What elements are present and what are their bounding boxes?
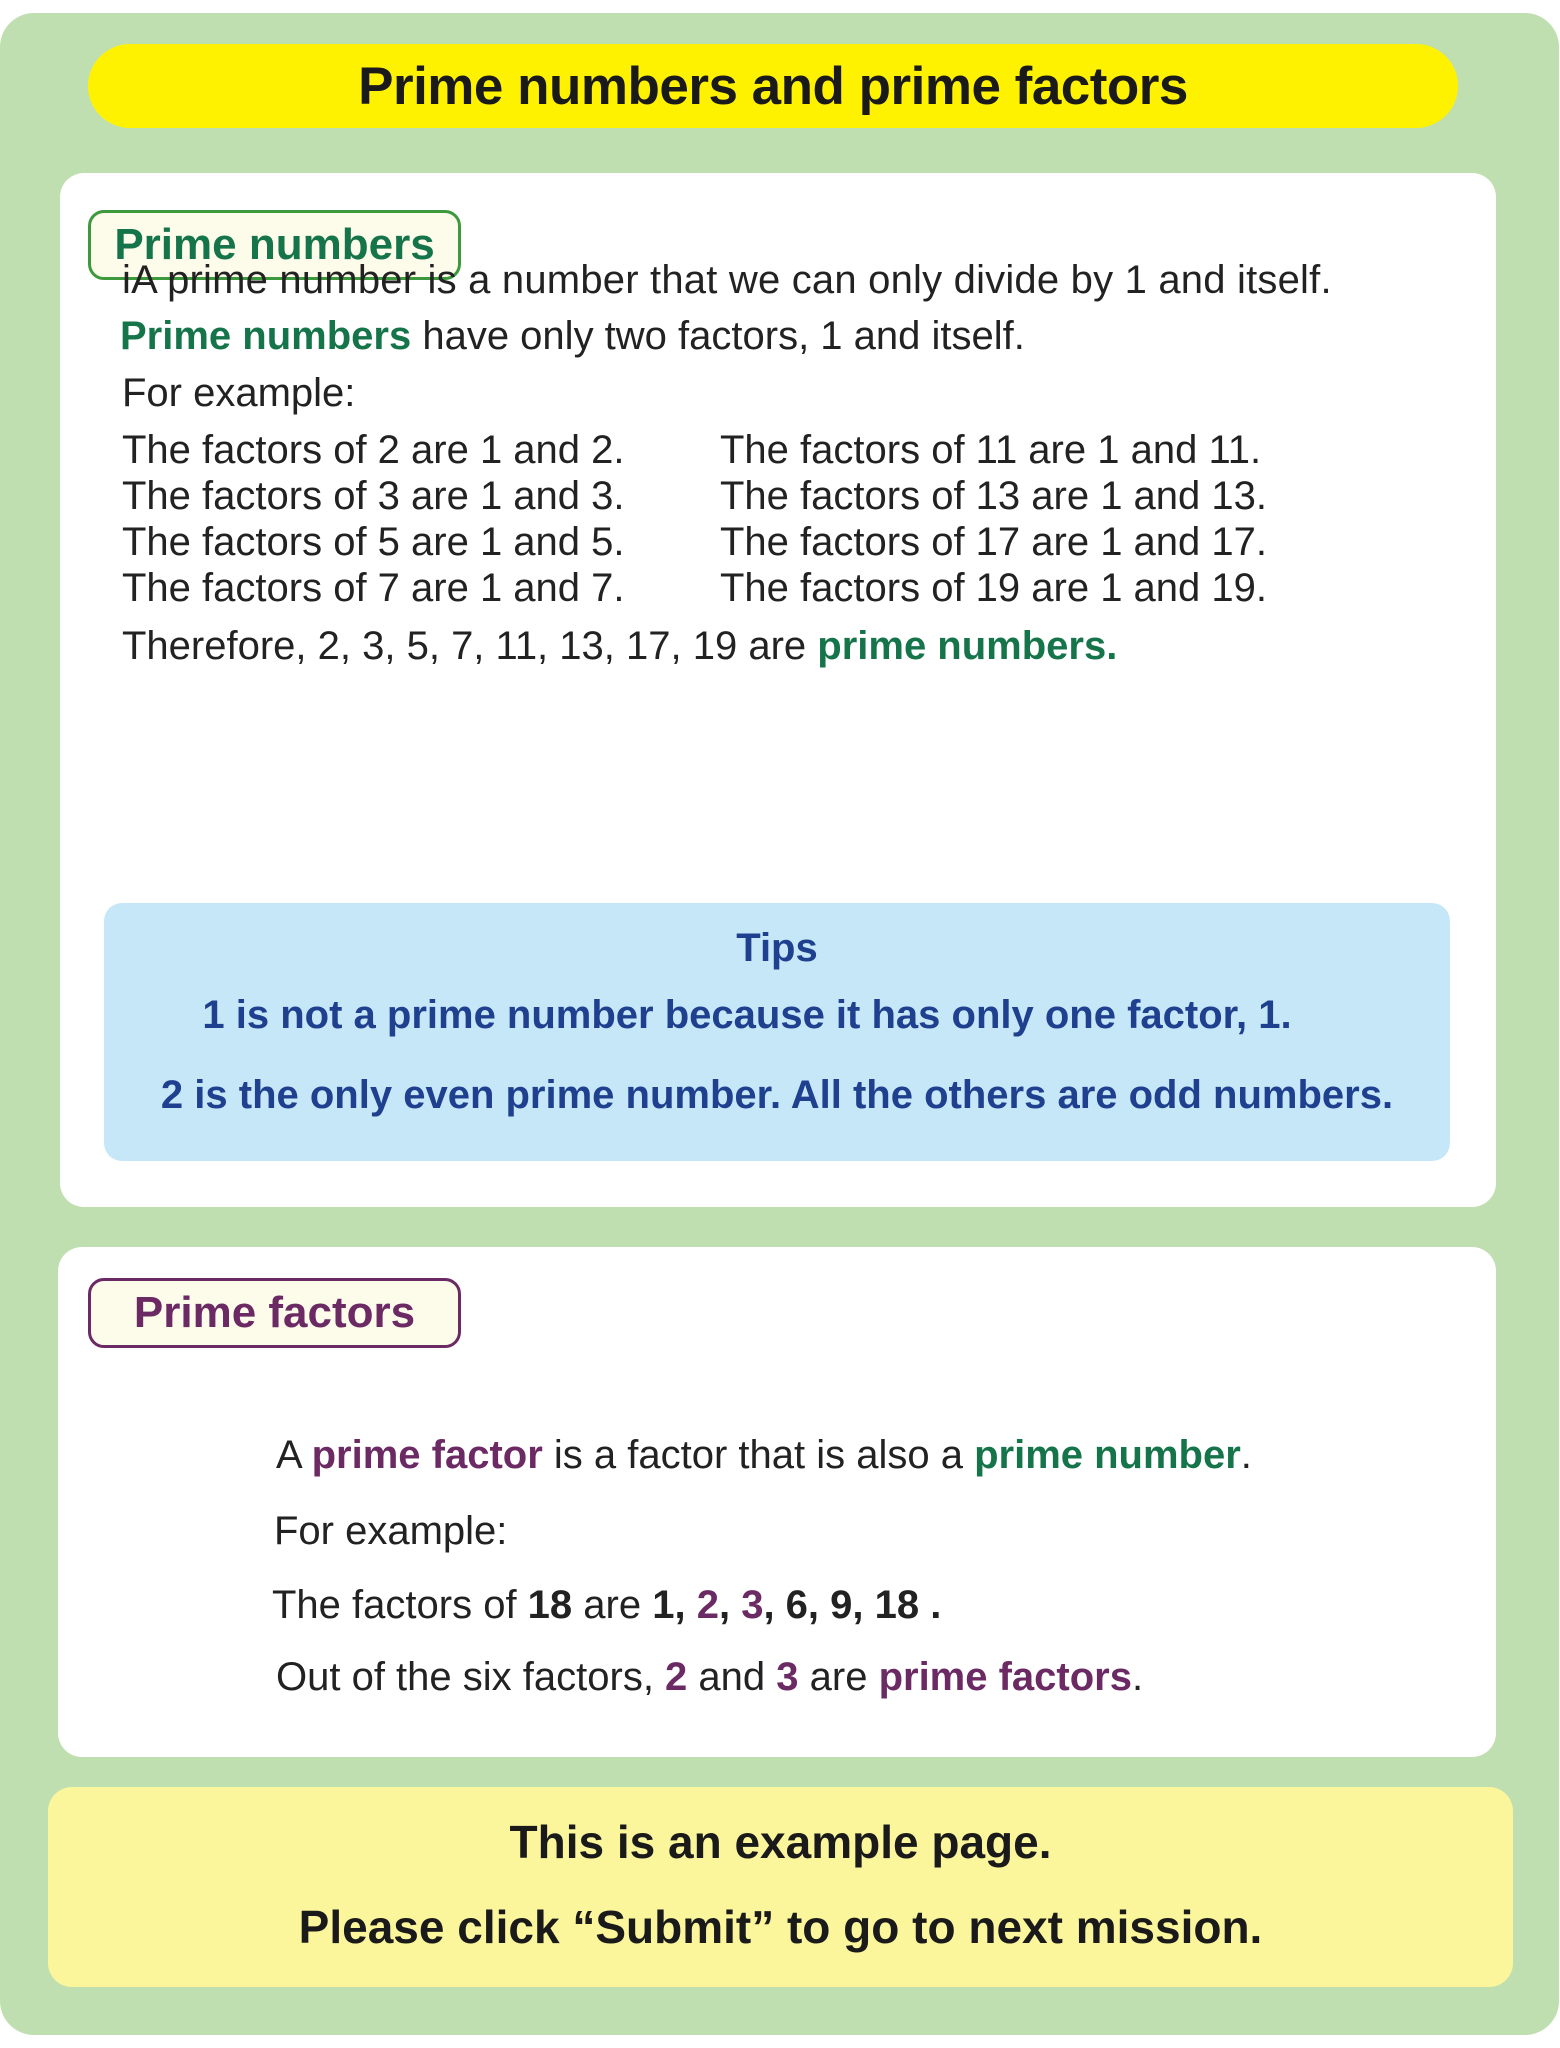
conclusion-are: are: [798, 1655, 879, 1699]
factor-row: The factors of 11 are 1 and 11.: [720, 428, 1262, 472]
tip-two: 2 is the only even prime number. All the others are odd numbers.: [160, 1073, 1394, 1117]
factors-of-18-line: [272, 1585, 941, 1625]
factor-row: The factors of 2 are 1 and 2.: [122, 428, 625, 472]
tip-one: 1 is not a prime number because it has only one factor, 1.: [202, 993, 1292, 1037]
instruction-line-2: Please click “Submit” to go to next mission.: [298, 1901, 1263, 1953]
prime-factor-2: 2: [665, 1655, 688, 1699]
therefore-line: [122, 626, 1117, 666]
prime-definition: iA prime number is a number that we can only divide by 1 and itself.: [122, 258, 1332, 302]
factor-row: The factors of 5 are 1 and 5.: [122, 520, 625, 564]
definition-text: A: [276, 1433, 312, 1477]
prime-factors-card: [58, 1247, 1496, 1757]
factor-row: The factors of 7 are 1 and 7.: [122, 566, 625, 610]
factor-separator: ,: [718, 1583, 742, 1627]
definition-text: .: [1240, 1433, 1252, 1477]
conclusion-end: .: [1131, 1655, 1144, 1699]
for-example-label: For example:: [122, 371, 356, 415]
conclusion-line: [276, 1657, 1143, 1697]
two-factors-line: [120, 316, 1025, 356]
factor-row: The factors of 17 are 1 and 17.: [720, 520, 1268, 564]
prime-factor-term: prime factor: [311, 1433, 543, 1477]
factor-2: 2: [696, 1583, 719, 1627]
prime-factors-term: prime factors: [878, 1655, 1132, 1699]
prime-numbers-tag: Prime numbers: [88, 210, 461, 280]
factor-row: The factors of 13 are 1 and 13.: [720, 474, 1268, 518]
number-18: 18: [527, 1583, 573, 1627]
conclusion-lead: Out of the six factors,: [276, 1655, 666, 1699]
factor-rest: , 6, 9, 18 .: [763, 1583, 942, 1627]
instruction-banner: [48, 1787, 1513, 1987]
therefore-lead: Therefore, 2, 3, 5, 7, 11, 13, 17, 19 are: [122, 624, 818, 668]
factor-row: The factors of 19 are 1 and 19.: [720, 566, 1268, 610]
prime-factor-definition: [276, 1435, 1252, 1475]
tips-box: [104, 903, 1450, 1161]
factor-row: The factors of 3 are 1 and 3.: [122, 474, 625, 518]
factors-lead: The factors of: [272, 1583, 528, 1627]
prime-number-term: prime number: [974, 1433, 1241, 1477]
prime-numbers-card: [60, 173, 1496, 1207]
prime-numbers-term: prime numbers.: [817, 624, 1118, 668]
factor-1: 1,: [652, 1583, 697, 1627]
instruction-line-1: This is an example page.: [509, 1816, 1052, 1868]
page-title: Prime numbers and prime factors: [88, 44, 1458, 128]
definition-text: is a factor that is also a: [542, 1433, 975, 1477]
for-example-label: For example:: [274, 1509, 508, 1553]
two-factors-rest: have only two factors, 1 and itself.: [411, 314, 1025, 358]
conclusion-and: and: [687, 1655, 777, 1699]
prime-factors-tag: Prime factors: [88, 1278, 461, 1348]
prime-factor-3: 3: [776, 1655, 799, 1699]
prime-numbers-term: Prime numbers: [120, 314, 412, 358]
factors-are: are: [572, 1583, 653, 1627]
tips-heading: Tips: [736, 926, 818, 970]
factor-3: 3: [741, 1583, 764, 1627]
